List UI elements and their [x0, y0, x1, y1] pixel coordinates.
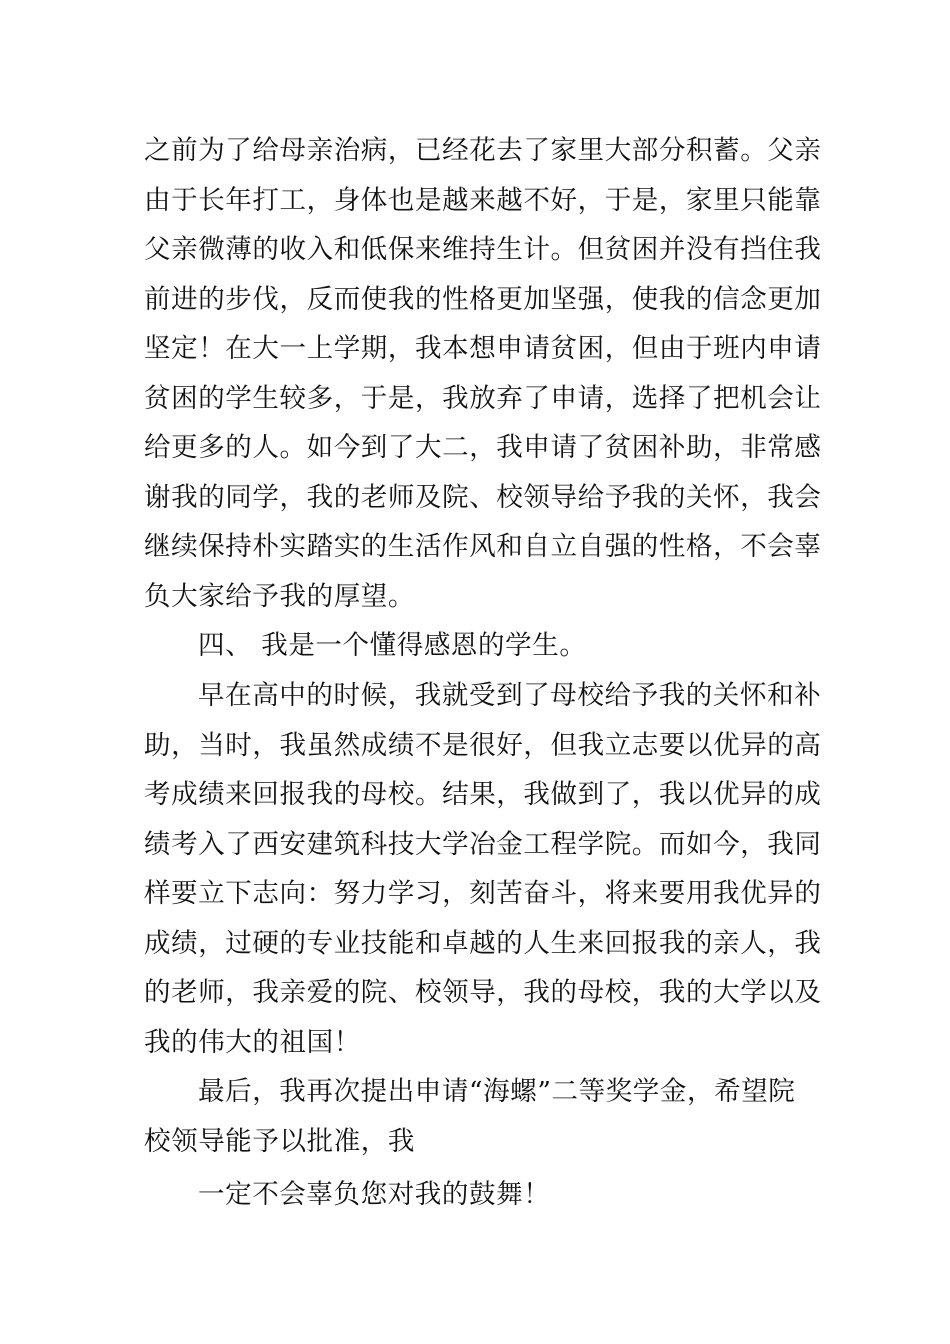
paragraph-request: [144, 1067, 808, 1166]
paragraph-gratitude: [144, 671, 822, 1067]
text-line: 最后，我再次提出申请“海螺”二等奖学金，希望院: [198, 1076, 796, 1107]
text-line: 校领导能予以批准，我: [144, 1125, 415, 1157]
text-line: 负大家给予我的厚望。: [144, 580, 415, 612]
paragraph-hardship: [144, 126, 822, 621]
text-line: 坚定！在大一上学期，我本想申请贫困，但由于班内申请: [144, 333, 822, 364]
text-line: 考成绩来回报我的母校。结果，我做到了，我以优异的成: [144, 779, 822, 810]
text-line: 前进的步伐，反而使我的性格更加坚强，使我的信念更加: [144, 283, 822, 315]
text-line: 样要立下志向：努力学习，刻苦奋斗，将来要用我优异的: [144, 878, 822, 909]
text-line: 贫困的学生较多，于是，我放弃了申请，选择了把机会让: [144, 382, 822, 414]
text-line: 父亲微薄的收入和低保来维持生计。但贫困并没有挡住我: [144, 234, 822, 265]
closing-line: 一定不会辜负您对我的鼓舞！: [198, 1179, 551, 1210]
text-line: 谢我的同学，我的老师及院、校领导给予我的关怀，我会: [144, 481, 822, 513]
text-line: 绩考入了西安建筑科技大学冶金工程学院。而如今，我同: [144, 828, 822, 860]
text-line: 给更多的人。如今到了大二，我申请了贫困补助，非常感: [144, 432, 822, 463]
text-line: 早在高中的时候，我就受到了母校给予我的关怀和补: [198, 680, 822, 711]
closing-statement: [144, 1170, 808, 1220]
text-line: 由于长年打工，身体也是越来越不好，于是，家里只能靠: [144, 184, 822, 216]
section-heading: 四、 我是一个懂得感恩的学生。: [198, 630, 587, 661]
text-line: 继续保持朴实踏实的生活作风和自立自强的性格，不会辜: [144, 531, 822, 562]
text-line: 之前为了给母亲治病，已经花去了家里大部分积蓄。父亲: [144, 135, 822, 166]
text-line: 成绩，过硬的专业技能和卓越的人生来回报我的亲人，我: [144, 927, 822, 959]
section-heading-four: [144, 621, 808, 671]
text-line: 助，当时，我虽然成绩不是很好，但我立志要以优异的高: [144, 729, 822, 761]
text-line: 我的伟大的祖国！: [144, 1026, 361, 1058]
text-line: 的老师，我亲爱的院、校领导，我的母校，我的大学以及: [144, 977, 822, 1008]
